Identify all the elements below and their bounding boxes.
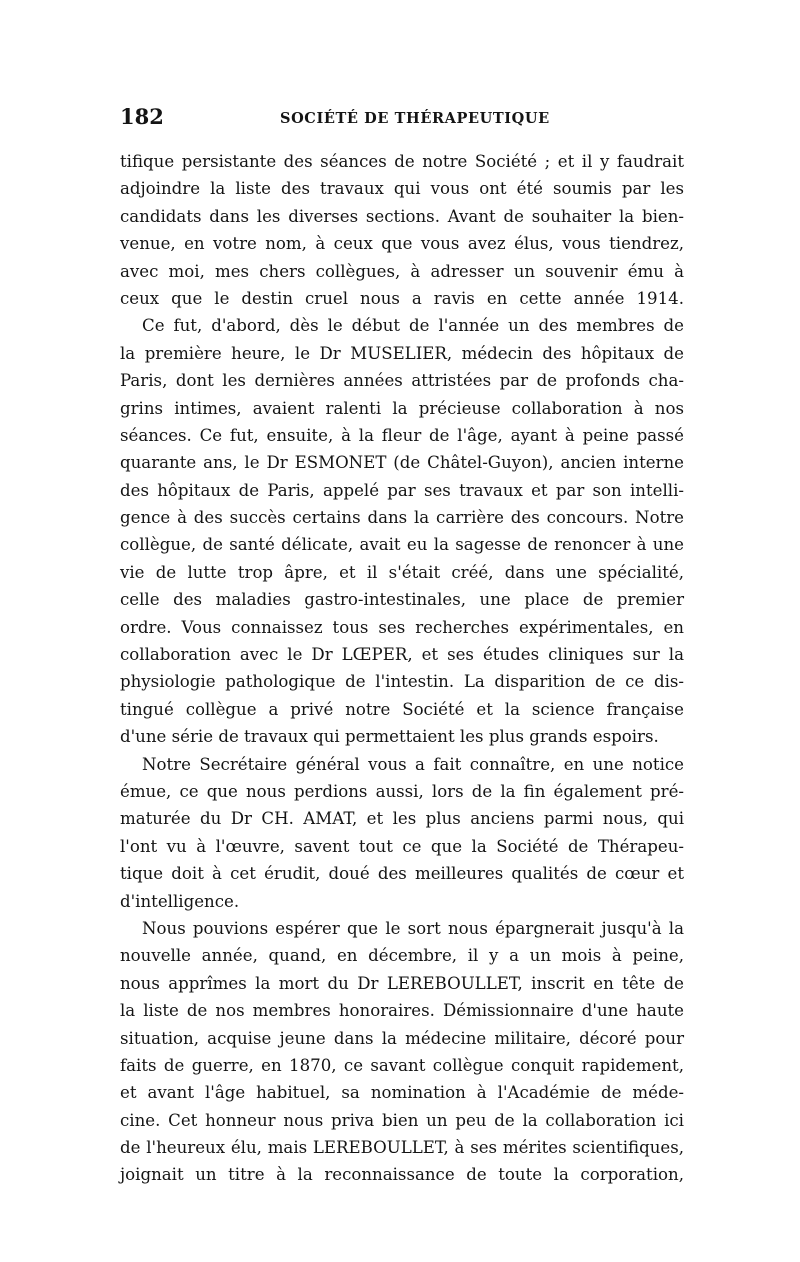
text-line: nous apprîmes la mort du Dr LEREBOULLET, inscrit en tête de bbox=[120, 973, 684, 993]
page-number: 182 bbox=[120, 104, 164, 129]
text-line: tique doit à cet érudit, doué des meilleures qualités de cœur et bbox=[120, 864, 684, 884]
text-line: la première heure, le Dr MUSELIER, médecin des hôpitaux de bbox=[120, 343, 684, 363]
text-line: quarante ans, le Dr ESMONET (de Châtel-Guyon), ancien interne bbox=[120, 453, 684, 473]
text-line: l'ont vu à l'œuvre, savent tout ce que la Société de Thérapeu- bbox=[120, 836, 684, 856]
text-line: gence à des succès certains dans la carrière des concours. Notre bbox=[120, 508, 684, 528]
text-line: émue, ce que nous perdions aussi, lors de la fin également pré- bbox=[120, 781, 684, 801]
text-line: et avant l'âge habituel, sa nomination à l'Académie de méde- bbox=[120, 1083, 684, 1103]
text-line: Nous pouvions espérer que le sort nous épargnerait jusqu'à la bbox=[142, 918, 684, 938]
text-line: celle des maladies gastro-intestinales, une place de premier bbox=[120, 590, 684, 610]
text-line: adjoindre la liste des travaux qui vous ont été soumis par les bbox=[120, 179, 684, 199]
text-line: vie de lutte trop âpre, et il s'était créé, dans une spécialité, bbox=[120, 562, 684, 582]
text-line: des hôpitaux de Paris, appelé par ses travaux et par son intelli- bbox=[120, 480, 684, 500]
text-line: tingué collègue a privé notre Société et la science française bbox=[120, 699, 684, 719]
body-text bbox=[120, 148, 684, 1189]
text-line: nouvelle année, quand, en décembre, il y a un mois à peine, bbox=[120, 946, 684, 966]
text-line: ordre. Vous connaissez tous ses recherches expérimentales, en bbox=[120, 617, 684, 637]
text-line: tifique persistante des séances de notre Société ; et il y faudrait bbox=[120, 152, 684, 171]
text-line: faits de guerre, en 1870, ce savant collègue conquit rapidement, bbox=[120, 1055, 684, 1075]
text-line: la liste de nos membres honoraires. Démissionnaire d'une haute bbox=[120, 1001, 684, 1021]
text-line: collègue, de santé délicate, avait eu la sagesse de renoncer à une bbox=[120, 535, 684, 555]
page-header bbox=[120, 104, 680, 134]
text-line: joignait un titre à la reconnaissance de toute la corporation, bbox=[120, 1165, 684, 1185]
text-line: ceux que le destin cruel nous a ravis en cette année 1914. bbox=[120, 288, 684, 308]
text-line: Ce fut, d'abord, dès le début de l'année un des membres de bbox=[142, 316, 684, 336]
text-line: d'intelligence. bbox=[120, 891, 240, 911]
text-line: Notre Secrétaire général vous a fait connaître, en une notice bbox=[142, 754, 684, 774]
text-line: candidats dans les diverses sections. Avant de souhaiter la bien- bbox=[120, 206, 684, 226]
text-line: grins intimes, avaient ralenti la précieuse collaboration à nos bbox=[120, 398, 684, 418]
text-line: cine. Cet honneur nous priva bien un peu de la collaboration ici bbox=[120, 1110, 684, 1130]
text-line: situation, acquise jeune dans la médecine militaire, décoré pour bbox=[120, 1028, 684, 1048]
text-line: de l'heureux élu, mais LEREBOULLET, à ses mérites scientifiques, bbox=[120, 1138, 684, 1158]
text-line: séances. Ce fut, ensuite, à la fleur de l'âge, ayant à peine passé bbox=[120, 425, 684, 445]
text-line: avec moi, mes chers collègues, à adresser un souvenir ému à bbox=[120, 261, 684, 281]
text-line: maturée du Dr CH. AMAT, et les plus anciens parmi nous, qui bbox=[120, 809, 684, 829]
text-line: Paris, dont les dernières années attristées par de profonds cha- bbox=[120, 371, 684, 391]
text-line: d'une série de travaux qui permettaient les plus grands espoirs. bbox=[120, 727, 659, 747]
running-title: SOCIÉTÉ DE THÉRAPEUTIQUE bbox=[280, 110, 550, 127]
text-line: venue, en votre nom, à ceux que vous avez élus, vous tiendrez, bbox=[120, 234, 684, 254]
text-line: physiologie pathologique de l'intestin. La disparition de ce dis- bbox=[120, 672, 684, 692]
text-line: collaboration avec le Dr LŒPER, et ses études cliniques sur la bbox=[120, 645, 684, 665]
